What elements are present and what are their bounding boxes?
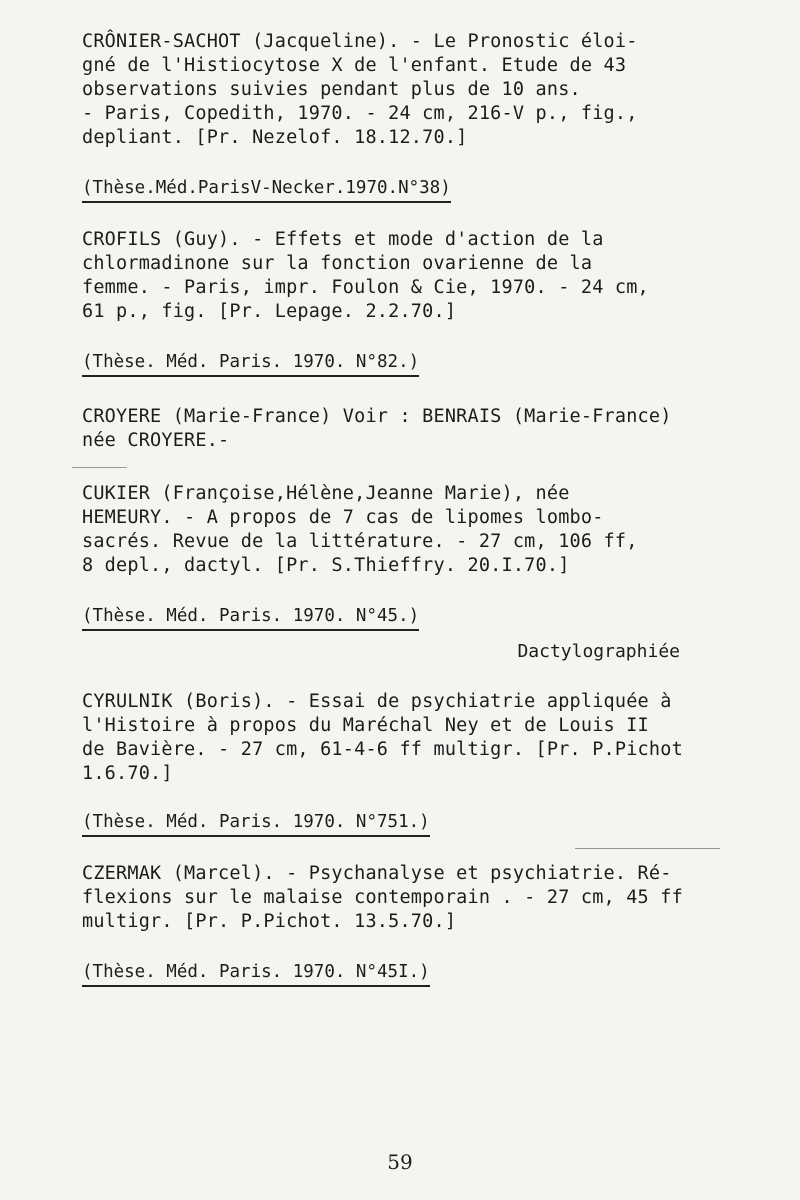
- entry-line: sacrés. Revue de la littérature. - 27 cm, 106 ff,: [82, 531, 638, 552]
- entry-line: née CROYERE.-: [82, 430, 230, 451]
- entry-line: CRÔNIER-SACHOT (Jacqueline). - Le Pronostic éloi-: [82, 31, 638, 52]
- entry-line: depliant. [Pr. Nezelof. 18.12.70.]: [82, 127, 468, 148]
- format-note: Dactylographiée: [517, 641, 680, 662]
- entry-line: observations suivies pendant plus de 10 ans.: [82, 79, 581, 100]
- thesis-reference: (Thèse. Méd. Paris. 1970. N°45I.): [82, 960, 430, 987]
- entry-line: flexions sur le malaise contemporain . - 27 cm, 45 ff: [82, 887, 683, 908]
- thesis-reference: (Thèse. Méd. Paris. 1970. N°751.): [82, 810, 430, 837]
- entry-line: gné de l'Histiocytose X de l'enfant. Etude de 43: [82, 55, 627, 76]
- entry-line: femme. - Paris, impr. Foulon & Cie, 1970. - 24 cm,: [82, 277, 649, 298]
- entry-line: CROFILS (Guy). - Effets et mode d'action de la: [82, 229, 604, 250]
- separator-line: [72, 467, 127, 468]
- entry-line: 61 p., fig. [Pr. Lepage. 2.2.70.]: [82, 301, 457, 322]
- entry-line: HEMEURY. - A propos de 7 cas de lipomes lombo-: [82, 507, 604, 528]
- entry-line: CZERMAK (Marcel). - Psychanalyse et psychiatrie. Ré-: [82, 863, 672, 884]
- entry-line: CROYERE (Marie-France) Voir : BENRAIS (Marie-France): [82, 406, 672, 427]
- thesis-reference: (Thèse.Méd.ParisV-Necker.1970.N°38): [82, 176, 451, 203]
- entry-line: chlormadinone sur la fonction ovarienne de la: [82, 253, 593, 274]
- entry-line: l'Histoire à propos du Maréchal Ney et de Louis II: [82, 715, 649, 736]
- entry-czermak: [82, 862, 742, 934]
- entry-crofils: [82, 228, 742, 324]
- entry-cukier: [82, 482, 742, 578]
- entry-cyrulnik: [82, 690, 742, 786]
- entry-line: CUKIER (Françoise,Hélène,Jeanne Marie), née: [82, 483, 570, 504]
- entry-cronier-sachot: [82, 30, 742, 150]
- entry-line: multigr. [Pr. P.Pichot. 13.5.70.]: [82, 911, 457, 932]
- entry-line: 1.6.70.]: [82, 763, 173, 784]
- entry-croyere: [82, 405, 742, 453]
- entry-line: 8 depl., dactyl. [Pr. S.Thieffry. 20.I.70.]: [82, 555, 570, 576]
- thesis-reference: (Thèse. Méd. Paris. 1970. N°82.): [82, 350, 419, 377]
- separator-line: [575, 848, 720, 849]
- entry-line: - Paris, Copedith, 1970. - 24 cm, 216-V p., fig.,: [82, 103, 638, 124]
- entry-line: de Bavière. - 27 cm, 61-4-6 ff multigr. [Pr. P.Pichot: [82, 739, 683, 760]
- thesis-reference: (Thèse. Méd. Paris. 1970. N°45.): [82, 604, 419, 631]
- entry-line: CYRULNIK (Boris). - Essai de psychiatrie appliquée à: [82, 691, 672, 712]
- page-number: 59: [387, 1150, 413, 1174]
